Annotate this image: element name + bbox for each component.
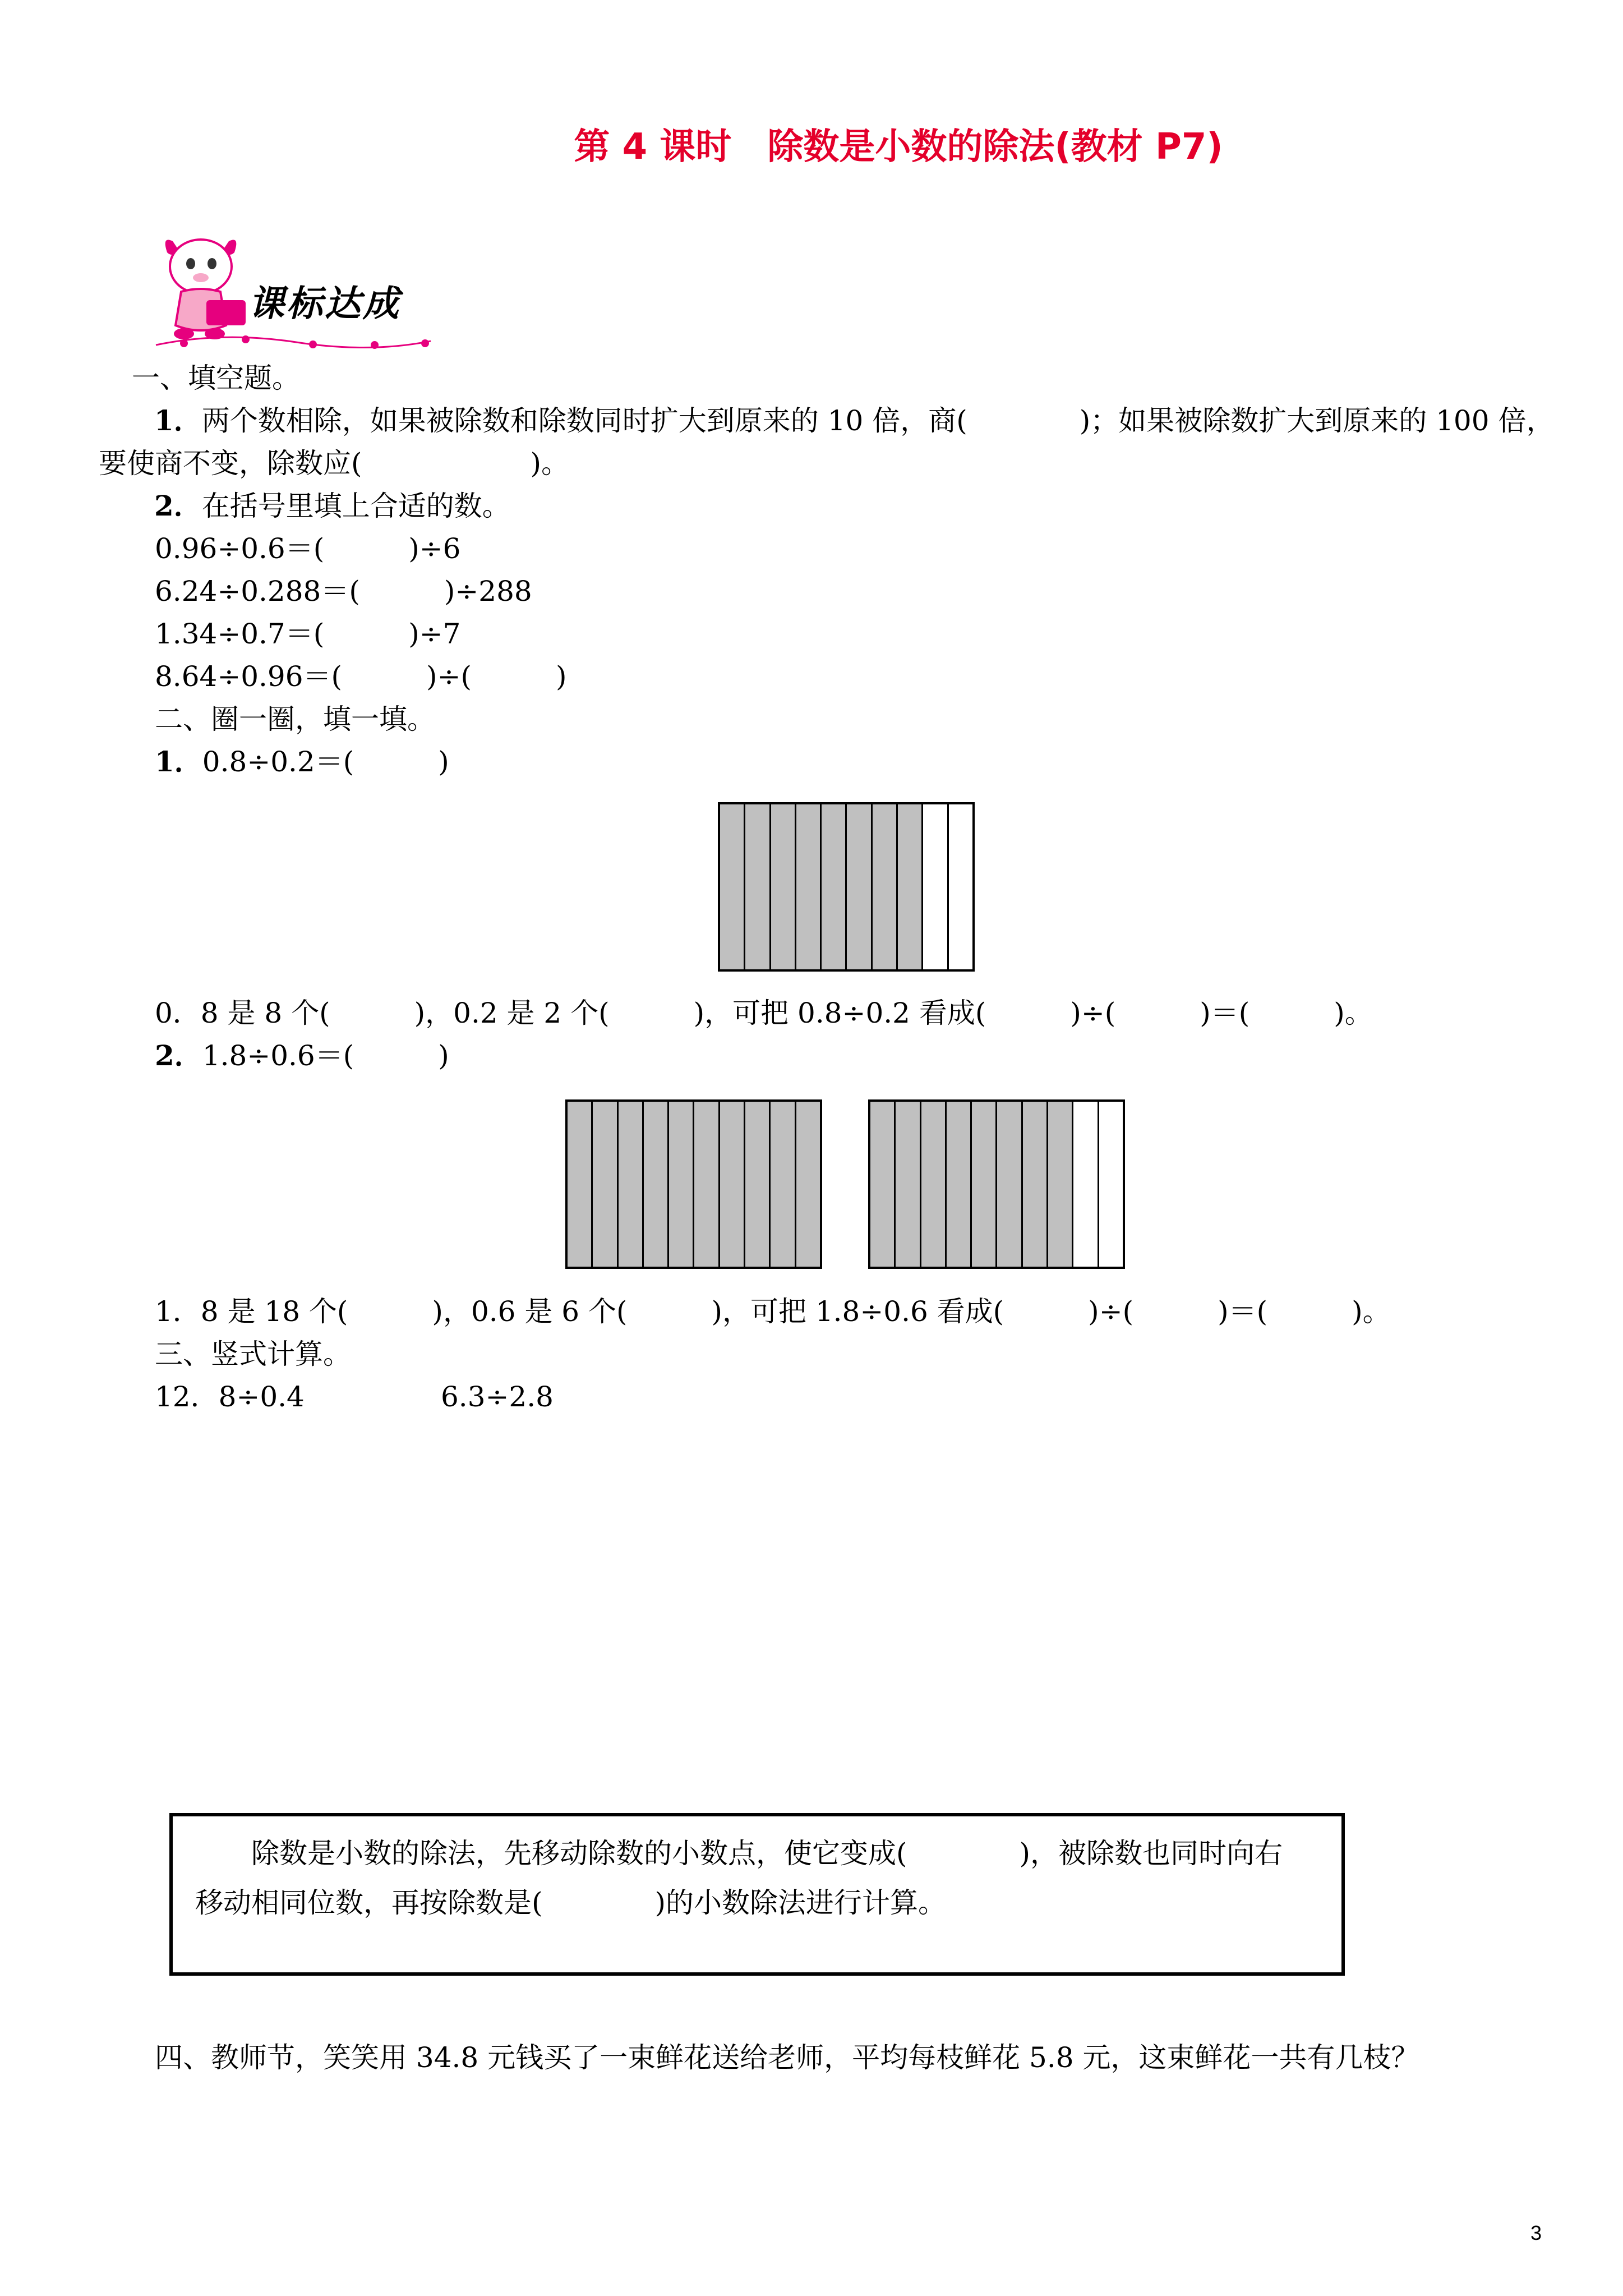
section3-heading: 三、竖式计算。: [155, 1338, 351, 1370]
shaded-strip: [619, 1102, 644, 1267]
s2-q2-number: 2．: [155, 1039, 202, 1072]
s1-q1-number: 1．: [154, 404, 202, 437]
shaded-strip: [921, 1102, 947, 1267]
shaded-strip: [870, 1102, 896, 1267]
shaded-strip: [745, 804, 771, 969]
shaded-strip: [644, 1102, 669, 1267]
s2-q1-number: 1．: [155, 745, 202, 778]
summary-line-2: 移动相同位数，再按除数是( )的小数除法进行计算。: [195, 1887, 947, 1919]
s2-q2-fill: 1．8 是 18 个( )，0.6 是 6 个( )，可把 1.8÷0.6 看成( )÷( )＝( )。: [155, 1295, 1391, 1328]
empty-strip: [1099, 1102, 1123, 1267]
s2-q1-expr: [155, 740, 449, 783]
shaded-strip: [972, 1102, 997, 1267]
shaded-strip: [694, 1102, 720, 1267]
shaded-strip: [568, 1102, 593, 1267]
shaded-strip: [720, 804, 745, 969]
s1-q2-text: 在括号里填上合适的数。: [201, 490, 510, 522]
shaded-strip: [997, 1102, 1022, 1267]
shaded-strip: [896, 1102, 921, 1267]
s2-q1-fill: 0．8 是 8 个( )，0.2 是 2 个( )，可把 0.8÷0.2 看成( )÷( )＝( )。: [155, 997, 1373, 1029]
s3-problem: 12．8÷0.4: [155, 1381, 305, 1413]
shaded-strip: [898, 804, 923, 969]
shaded-strip: [1048, 1102, 1073, 1267]
s1-q1-text-line1: 两个数相除，如果被除数和除数同时扩大到原来的 10 倍，商( )；如果被除数扩大到原来的 100 倍，: [201, 404, 1555, 437]
shaded-strip: [796, 804, 822, 969]
decimal-grid-1: [718, 802, 975, 972]
shaded-strip: [593, 1102, 618, 1267]
shaded-strip: [796, 1102, 820, 1267]
page-number: 3: [1530, 2221, 1542, 2244]
badge-label: 课标达成: [248, 283, 401, 325]
s3-problem: 6.3÷2.8: [441, 1381, 554, 1413]
section4-question: 四、教师节，笑笑用 34.8 元钱买了一束鲜花送给老师，平均每枝鲜花 5.8 元，这束鲜花一共有几枝？: [155, 2041, 1419, 2074]
s1-q1-line2: 要使商不变，除数应( )。: [99, 447, 570, 480]
decimal-grid-2a: [565, 1099, 822, 1269]
shaded-strip: [745, 1102, 771, 1267]
shaded-strip: [1023, 1102, 1048, 1267]
decimal-grid-2b: [868, 1099, 1125, 1269]
s2-q1-expression: 0.8÷0.2＝( ): [202, 746, 449, 778]
s1-q1-line1: [154, 399, 1554, 442]
empty-strip: [1073, 1102, 1099, 1267]
s2-q2-expr: [155, 1034, 449, 1077]
summary-line-1: 除数是小数的除法，先移动除数的小数点，使它变成( )，被除数也同时向右: [251, 1837, 1283, 1870]
shaded-strip: [847, 804, 872, 969]
shaded-strip: [771, 804, 796, 969]
empty-strip: [949, 804, 972, 969]
shaded-strip: [771, 1102, 796, 1267]
s2-q2-expression: 1.8÷0.6＝( ): [202, 1039, 449, 1072]
s1-q2-item: 1.34÷0.7＝( )÷7: [155, 618, 461, 650]
page-title: 第 4 课时 除数是小数的除法(教材 P7): [574, 126, 1223, 168]
course-badge: [150, 224, 442, 359]
shaded-strip: [822, 804, 847, 969]
s1-q2-item: 8.64÷0.96＝( )÷( ): [155, 660, 567, 693]
s1-q2-item: 6.24÷0.288＝( )÷288: [155, 575, 532, 608]
shaded-strip: [873, 804, 898, 969]
s1-q2-item: 0.96÷0.6＝( )÷6: [155, 532, 461, 565]
empty-strip: [923, 804, 948, 969]
s1-q2-number: 2．: [154, 489, 202, 522]
shaded-strip: [947, 1102, 972, 1267]
shaded-strip: [669, 1102, 694, 1267]
section1-heading: 一、填空题。: [132, 362, 300, 394]
s1-q2-prompt: [154, 485, 510, 527]
section2-heading: 二、圈一圈，填一填。: [155, 703, 435, 735]
summary-box: [169, 1813, 1345, 1976]
shaded-strip: [720, 1102, 745, 1267]
summary-text: [195, 1829, 1317, 1927]
